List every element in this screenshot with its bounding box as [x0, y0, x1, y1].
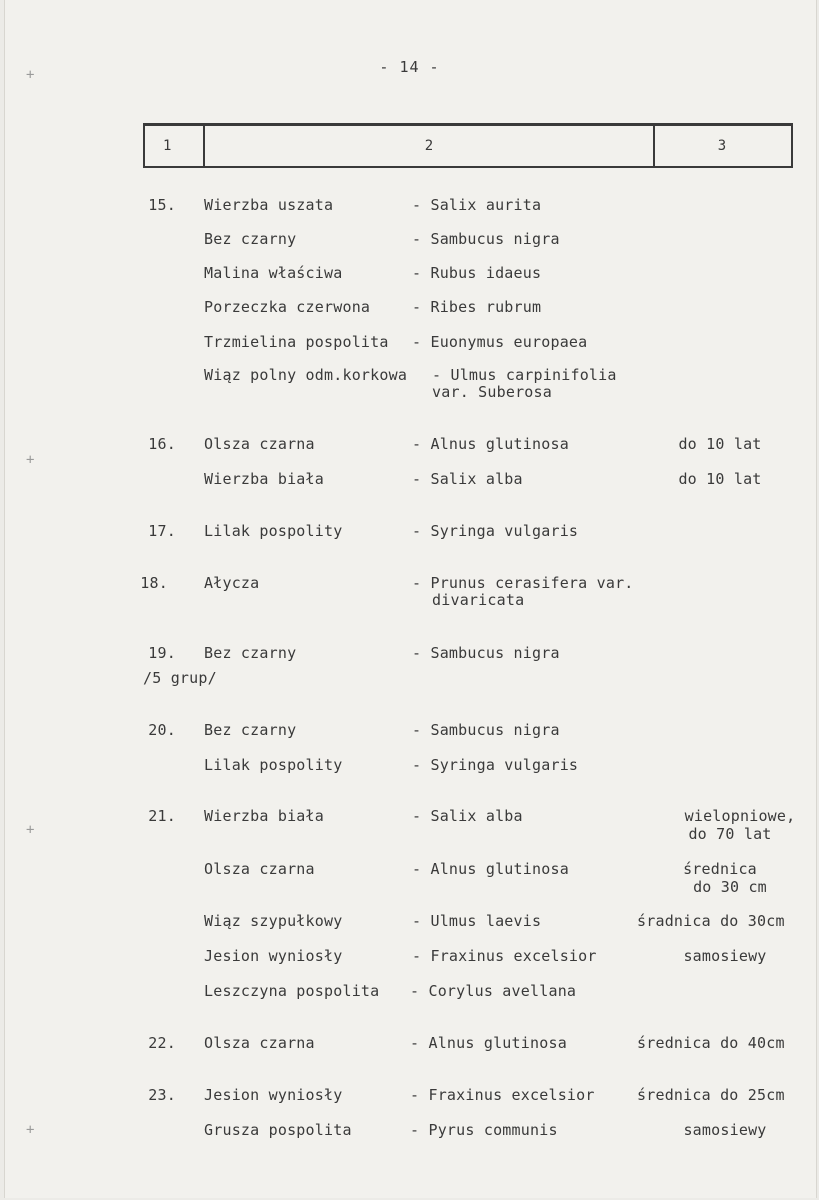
species-latin-name: - Sambucus nigra [412, 721, 560, 739]
species-note: średnica [683, 860, 757, 878]
species-latin-name: - Corylus avellana [410, 982, 577, 1000]
species-latin-name: - Salix aurita [412, 196, 542, 214]
species-note: do 10 lat [678, 435, 762, 453]
species-latin-name: - Pyrus communis [410, 1121, 558, 1139]
species-note: do 10 lat [678, 470, 762, 488]
species-latin-name: - Syringa vulgaris [412, 522, 579, 540]
species-polish-name: Trzmielina pospolita [204, 333, 389, 351]
species-note: wielopniowe, [684, 807, 796, 825]
species-polish-name: Wierzba uszata [204, 196, 334, 214]
document-page [4, 0, 817, 1198]
species-polish-name: Wiąz szypułkowy [204, 912, 343, 930]
column-3-header: 3 [717, 138, 727, 154]
species-polish-name: Jesion wyniosły [204, 947, 343, 965]
punch-mark: + [26, 1122, 35, 1138]
species-note: średnica do 40cm [637, 1034, 785, 1052]
species-polish-name: Bez czarny [204, 644, 297, 662]
species-note-continued: do 30 cm [693, 878, 767, 896]
punch-mark: + [26, 67, 35, 83]
species-latin-name: - Rubus idaeus [412, 264, 542, 282]
species-polish-name: Jesion wyniosły [204, 1086, 343, 1104]
group-number: 21. [148, 807, 176, 825]
group-number: 17. [148, 522, 176, 540]
species-latin-name: - Salix alba [412, 807, 523, 825]
species-polish-name: Lilak pospolity [204, 756, 343, 774]
species-latin-name: - Syringa vulgaris [412, 756, 579, 774]
species-polish-name: Wierzba biała [204, 807, 324, 825]
column-2-header: 2 [203, 126, 655, 166]
species-latin-name-continued: var. Suberosa [432, 383, 552, 401]
column-header-table [143, 123, 793, 168]
species-note: średnica do 25cm [637, 1086, 785, 1104]
species-note-continued: do 70 lat [688, 825, 772, 843]
group-number: 20. [148, 721, 176, 739]
group-number: 16. [148, 435, 176, 453]
group-suffix: /5 grup/ [143, 669, 217, 687]
column-1-header: 1 [163, 138, 172, 154]
species-latin-name: - Salix alba [412, 470, 523, 488]
group-number: 22. [148, 1034, 176, 1052]
species-polish-name: Lilak pospolity [204, 522, 343, 540]
species-latin-name: - Alnus glutinosa [412, 860, 569, 878]
group-number: 18. [140, 574, 168, 592]
species-latin-name: - Prunus cerasifera var. [412, 574, 634, 592]
species-polish-name: Bez czarny [204, 230, 297, 248]
species-polish-name: Wiąz polny odm.korkowa [204, 366, 408, 384]
species-polish-name: Olsza czarna [204, 1034, 315, 1052]
species-polish-name: Ałycza [204, 574, 260, 592]
group-number: 23. [148, 1086, 176, 1104]
species-latin-name: - Alnus glutinosa [410, 1034, 567, 1052]
species-latin-name: - Euonymus europaea [412, 333, 588, 351]
species-latin-name: - Sambucus nigra [412, 230, 560, 248]
species-latin-name: - Sambucus nigra [412, 644, 560, 662]
species-latin-name: - Fraxinus excelsior [412, 947, 597, 965]
species-latin-name: - Ribes rubrum [412, 298, 542, 316]
group-number: 15. [148, 196, 176, 214]
species-note: samosiewy [683, 1121, 767, 1139]
punch-mark: + [26, 452, 35, 468]
species-note: śradnica do 30cm [637, 912, 785, 930]
species-latin-name: - Ulmus carpinifolia [432, 366, 617, 384]
group-number: 19. [148, 644, 176, 662]
species-polish-name: Olsza czarna [204, 435, 315, 453]
species-polish-name: Leszczyna pospolita [204, 982, 380, 1000]
species-polish-name: Porzeczka czerwona [204, 298, 371, 316]
species-latin-name: - Fraxinus excelsior [410, 1086, 595, 1104]
species-polish-name: Bez czarny [204, 721, 297, 739]
species-polish-name: Wierzba biała [204, 470, 324, 488]
species-note: samosiewy [683, 947, 767, 965]
species-polish-name: Grusza pospolita [204, 1121, 352, 1139]
species-latin-name: - Alnus glutinosa [412, 435, 569, 453]
species-latin-name: - Ulmus laevis [412, 912, 542, 930]
punch-mark: + [26, 822, 35, 838]
species-polish-name: Malina właściwa [204, 264, 343, 282]
species-polish-name: Olsza czarna [204, 860, 315, 878]
species-latin-name-continued: divaricata [432, 591, 525, 609]
page-number: - 14 - [379, 58, 440, 76]
